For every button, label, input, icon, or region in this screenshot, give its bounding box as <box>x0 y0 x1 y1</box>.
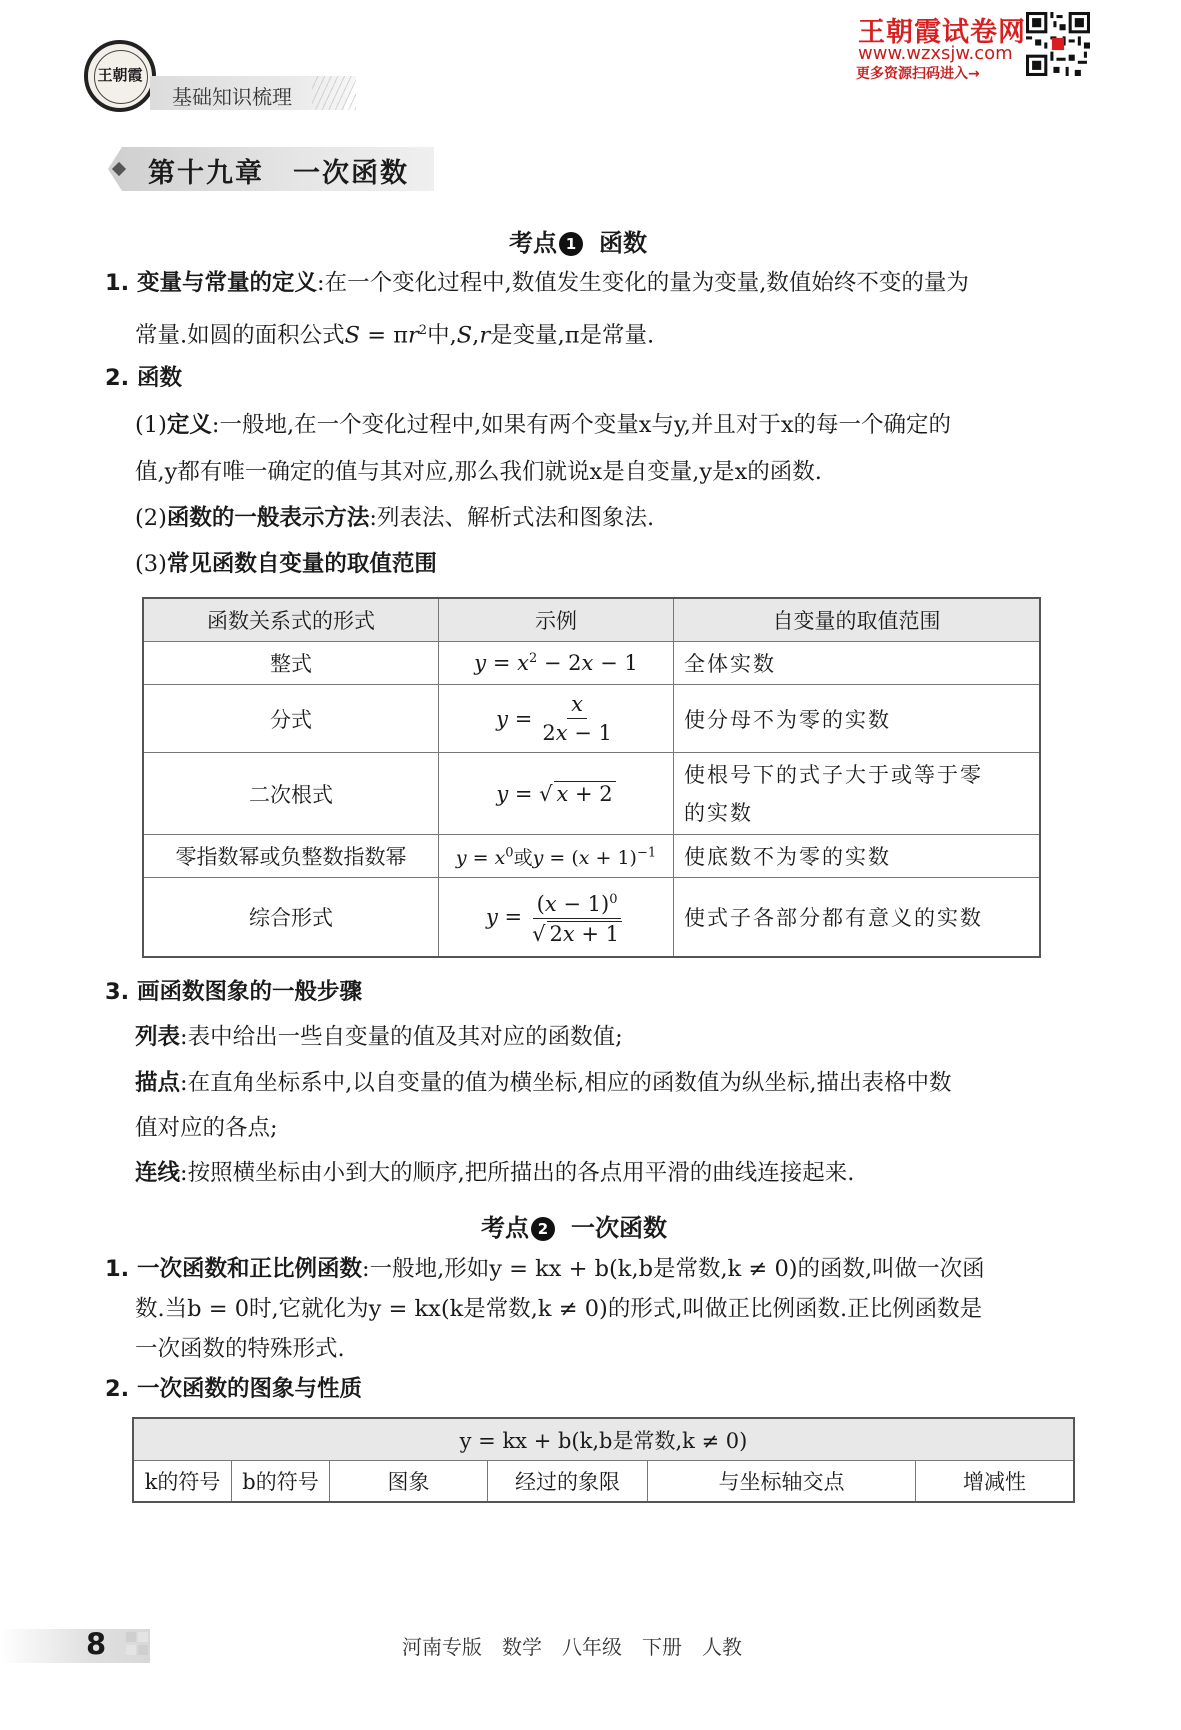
table-cell-example: $y = x^0$或$y = (x + 1)^{-1}$ <box>439 835 674 878</box>
chapter-title: 第十九章 一次函数 <box>148 158 409 189</box>
table-cell-example: $y = x^2 - 2x - 1$ <box>439 642 674 685</box>
table-cell-range: 使底数不为零的实数 <box>674 835 1039 878</box>
brand-name[interactable]: 王朝霞试卷网 <box>858 17 1026 48</box>
kp1-p2-s1-line2: 值,y都有唯一确定的值与其对应,那么我们就说x是自变量,y是x的函数. <box>135 459 822 485</box>
brand-url[interactable]: www.wzxsjw.com <box>858 43 1013 64</box>
table-cell-example: y = √ x + 2 <box>439 753 674 835</box>
kp1-title: 考点 1 函数 <box>509 229 647 257</box>
publisher-logo <box>84 40 156 112</box>
kp1-p2-s3: (3)常见函数自变量的取值范围 <box>135 551 437 577</box>
footer-info: 河南专版 数学 八年级 下册 人教 <box>402 1635 742 1659</box>
kp1-p1-line1: 1. 变量与常量的定义:在一个变化过程中,数值发生变化的量为变量,数值始终不变的量为 <box>105 270 969 296</box>
table-header-cell: 经过的象限 <box>488 1461 648 1501</box>
table-header-cell: 自变量的取值范围 <box>674 599 1039 642</box>
domain-table <box>142 597 1041 958</box>
table-cell-range: 使式子各部分都有意义的实数 <box>684 906 983 930</box>
kp2-number-badge: 2 <box>531 1217 555 1241</box>
table-header-cell: b的符号 <box>232 1461 330 1501</box>
kp2-p1-line3: 一次函数的特殊形式. <box>135 1336 345 1362</box>
section-label: 基础知识梳理 <box>172 85 292 109</box>
table-cell-example: y = $\frac{x}{2x - 1}$ <box>439 685 674 753</box>
table-header-cell: 示例 <box>439 599 674 642</box>
kp1-p3-l2b: 值对应的各点; <box>135 1115 278 1141</box>
table-header-cell: 函数关系式的形式 <box>144 599 439 642</box>
table-cell-example: y = $\frac{(x - 1)^0}{√ 2x + 1}$ <box>439 878 674 956</box>
table-cell-form: 二次根式 <box>144 753 439 835</box>
table-header-cell: k的符号 <box>134 1461 232 1501</box>
qr-code-icon[interactable] <box>1026 12 1090 76</box>
footer-decoration <box>138 1645 148 1655</box>
kp1-number-badge: 1 <box>559 232 583 256</box>
footer-decoration <box>138 1632 148 1642</box>
logo-text: 王朝霞 <box>97 66 143 84</box>
kp2-p2-label: 2. 一次函数的图象与性质 <box>105 1376 363 1402</box>
kp2-title: 考点 2 一次函数 <box>481 1214 667 1242</box>
kp1-p3-l3: 连线:按照横坐标由小到大的顺序,把所描出的各点用平滑的曲线连接起来. <box>135 1160 855 1186</box>
table-cell-form: 整式 <box>144 642 439 685</box>
kp1-p1-line2: 常量.如圆的面积公式$S = \pi r^2$中,S,r是变量,π是常量. <box>135 322 655 349</box>
kp1-p3-label: 3. 画函数图象的一般步骤 <box>105 979 363 1005</box>
page-number: 8 <box>86 1627 107 1661</box>
footer-decoration <box>126 1645 136 1655</box>
kp1-p2-label: 2. 函数 <box>105 365 183 391</box>
linear-function-table <box>132 1417 1075 1503</box>
kp1-p3-l2: 描点:在直角坐标系中,以自变量的值为横坐标,相应的函数值为纵坐标,描出表格中数 <box>135 1070 952 1096</box>
kp1-p2-s1-line1: (1)定义:一般地,在一个变化过程中,如果有两个变量x与y,并且对于x的每一个确定的 <box>135 412 952 438</box>
table-header-cell: 增减性 <box>963 1470 1026 1494</box>
table-header-cell: 与坐标轴交点 <box>648 1461 916 1501</box>
table-header-cell: 图象 <box>330 1461 488 1501</box>
table-cell-range: 全体实数 <box>674 642 1039 685</box>
table-cell-form: 分式 <box>144 685 439 753</box>
kp2-p1-line1: 1. 一次函数和正比例函数:一般地,形如y = kx + b(k,b是常数,k ≠ 0)的函数,叫做一次函 <box>105 1256 985 1282</box>
table-cell-range: 使根号下的式子大于或等于零 的实数 <box>674 753 1039 835</box>
table-cell-range: 使分母不为零的实数 <box>674 685 1039 753</box>
kp1-p2-s2: (2)函数的一般表示方法:列表法、解析式法和图象法. <box>135 505 655 531</box>
table-cell-form: 零指数幂或负整数指数幂 <box>144 835 439 878</box>
footer-decoration <box>126 1632 136 1642</box>
kp1-p3-l1: 列表:表中给出一些自变量的值及其对应的函数值; <box>135 1024 623 1050</box>
header-hatch <box>312 76 356 110</box>
brand-cta[interactable]: 更多资源扫码进入→ <box>856 66 980 82</box>
table-title-cell: y = kx + b(k,b是常数,k ≠ 0) <box>134 1419 1073 1461</box>
table-cell-form: 综合形式 <box>144 878 439 956</box>
kp2-p1-line2: 数.当b = 0时,它就化为y = kx(k是常数,k ≠ 0)的形式,叫做正比例函数.正比例函数是 <box>135 1296 983 1322</box>
